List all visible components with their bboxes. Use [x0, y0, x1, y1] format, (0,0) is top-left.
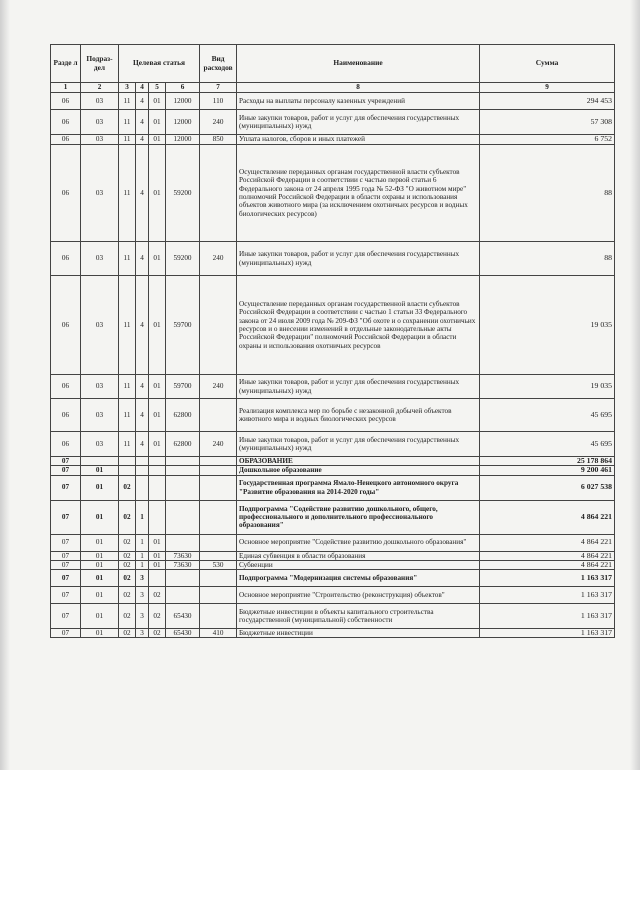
cell-naimenovanie: Основное мероприятие "Строительство (реконструкция) объектов"	[237, 587, 480, 604]
cell-podrazdel: 01	[81, 629, 119, 638]
cell-razdel: 07	[51, 466, 81, 475]
header-naimenovanie: Наименование	[237, 45, 480, 83]
cell-program: 11	[119, 135, 136, 145]
scan-shadow-right	[630, 0, 640, 770]
cell-vid-rashodov	[200, 570, 237, 587]
cell-program	[119, 457, 136, 466]
cell-vid-rashodov	[200, 466, 237, 475]
cell-event: 01	[149, 110, 166, 135]
cell-razdel: 06	[51, 432, 81, 457]
cell-program: 02	[119, 534, 136, 551]
cell-podrazdel: 03	[81, 375, 119, 399]
cell-direction: 12000	[166, 93, 200, 110]
cell-program: 11	[119, 276, 136, 375]
cell-naimenovanie: Уплата налогов, сборов и иных платежей	[237, 135, 480, 145]
cell-vid-rashodov	[200, 534, 237, 551]
table-row	[51, 135, 615, 145]
cell-summa: 9 200 461	[480, 466, 615, 475]
cell-summa: 45 695	[480, 432, 615, 457]
cell-subprogram: 4	[136, 242, 149, 276]
cell-event	[149, 457, 166, 466]
cell-event: 01	[149, 135, 166, 145]
cell-podrazdel: 03	[81, 110, 119, 135]
header-summa: Сумма	[480, 45, 615, 83]
cell-summa: 4 864 221	[480, 500, 615, 534]
table-row	[51, 570, 615, 587]
cell-vid-rashodov	[200, 276, 237, 375]
cell-razdel: 07	[51, 587, 81, 604]
cell-event: 01	[149, 399, 166, 432]
cell-program: 02	[119, 629, 136, 638]
cell-event: 02	[149, 587, 166, 604]
cell-vid-rashodov	[200, 604, 237, 629]
budget-table	[50, 44, 615, 638]
cell-razdel: 07	[51, 604, 81, 629]
cell-direction: 59200	[166, 242, 200, 276]
cell-event: 01	[149, 375, 166, 399]
cell-summa: 19 035	[480, 276, 615, 375]
cell-vid-rashodov	[200, 457, 237, 466]
cell-naimenovanie: Иные закупки товаров, работ и услуг для обеспечения государственных (муниципальных) нужд	[237, 110, 480, 135]
cell-summa: 1 163 317	[480, 604, 615, 629]
cell-subprogram: 3	[136, 629, 149, 638]
column-index: 1	[51, 83, 81, 93]
cell-summa: 1 163 317	[480, 570, 615, 587]
scan-shadow-left	[0, 0, 10, 770]
cell-razdel: 06	[51, 135, 81, 145]
cell-podrazdel: 01	[81, 560, 119, 569]
table-row	[51, 375, 615, 399]
cell-program: 02	[119, 587, 136, 604]
table-row	[51, 587, 615, 604]
cell-event: 01	[149, 551, 166, 560]
cell-direction: 65430	[166, 604, 200, 629]
cell-podrazdel: 01	[81, 500, 119, 534]
column-index: 7	[200, 83, 237, 93]
cell-summa: 1 163 317	[480, 587, 615, 604]
cell-podrazdel: 01	[81, 587, 119, 604]
cell-program	[119, 466, 136, 475]
cell-vid-rashodov: 240	[200, 432, 237, 457]
cell-subprogram: 3	[136, 587, 149, 604]
cell-direction: 62800	[166, 432, 200, 457]
cell-vid-rashodov	[200, 551, 237, 560]
cell-summa: 6 027 538	[480, 475, 615, 500]
cell-podrazdel: 03	[81, 399, 119, 432]
cell-direction: 59700	[166, 375, 200, 399]
cell-podrazdel: 03	[81, 145, 119, 242]
cell-naimenovanie: Реализация комплекса мер по борьбе с незаконной добычей объектов животного мира и водных биологических ресурсов	[237, 399, 480, 432]
cell-razdel: 06	[51, 93, 81, 110]
cell-subprogram: 4	[136, 110, 149, 135]
cell-summa: 6 752	[480, 135, 615, 145]
table-row	[51, 500, 615, 534]
cell-program: 11	[119, 375, 136, 399]
cell-event: 01	[149, 242, 166, 276]
header-celevaya-statya: Целевая статья	[119, 45, 200, 83]
cell-direction	[166, 500, 200, 534]
cell-podrazdel: 03	[81, 276, 119, 375]
cell-event	[149, 500, 166, 534]
cell-summa: 1 163 317	[480, 629, 615, 638]
cell-podrazdel: 01	[81, 466, 119, 475]
cell-naimenovanie: Основное мероприятие "Содействие развитию дошкольного образования"	[237, 534, 480, 551]
column-index: 4	[136, 83, 149, 93]
table-row	[51, 242, 615, 276]
cell-naimenovanie: Подпрограмма "Содействие развитию дошкольного, общего, профессионального и дополнительного профессионального образования"	[237, 500, 480, 534]
cell-direction: 62800	[166, 399, 200, 432]
cell-vid-rashodov	[200, 145, 237, 242]
table-row	[51, 466, 615, 475]
cell-razdel: 07	[51, 570, 81, 587]
cell-program: 02	[119, 475, 136, 500]
cell-podrazdel: 03	[81, 432, 119, 457]
cell-event: 02	[149, 604, 166, 629]
cell-subprogram	[136, 475, 149, 500]
cell-vid-rashodov: 110	[200, 93, 237, 110]
cell-direction	[166, 475, 200, 500]
cell-program: 11	[119, 93, 136, 110]
cell-vid-rashodov	[200, 475, 237, 500]
cell-direction	[166, 587, 200, 604]
cell-naimenovanie: Бюджетные инвестиции	[237, 629, 480, 638]
cell-program: 02	[119, 604, 136, 629]
cell-direction: 12000	[166, 135, 200, 145]
cell-vid-rashodov: 850	[200, 135, 237, 145]
cell-naimenovanie: Подпрограмма "Модернизация системы образования"	[237, 570, 480, 587]
cell-summa: 57 308	[480, 110, 615, 135]
table-row	[51, 629, 615, 638]
cell-subprogram: 4	[136, 276, 149, 375]
cell-vid-rashodov: 410	[200, 629, 237, 638]
cell-razdel: 07	[51, 551, 81, 560]
cell-vid-rashodov: 240	[200, 242, 237, 276]
table-row	[51, 604, 615, 629]
cell-subprogram: 4	[136, 432, 149, 457]
cell-event: 01	[149, 534, 166, 551]
column-index-row	[51, 83, 615, 93]
cell-subprogram: 1	[136, 500, 149, 534]
cell-vid-rashodov: 530	[200, 560, 237, 569]
cell-razdel: 06	[51, 399, 81, 432]
column-index: 2	[81, 83, 119, 93]
cell-subprogram: 4	[136, 145, 149, 242]
cell-event: 01	[149, 145, 166, 242]
cell-naimenovanie: Расходы на выплаты персоналу казенных учреждений	[237, 93, 480, 110]
table-row	[51, 145, 615, 242]
table-row	[51, 457, 615, 466]
table-row	[51, 399, 615, 432]
cell-subprogram: 4	[136, 399, 149, 432]
cell-summa: 45 695	[480, 399, 615, 432]
header-vid-rashodov: Вид расходов	[200, 45, 237, 83]
cell-naimenovanie: Дошкольное образование	[237, 466, 480, 475]
cell-podrazdel: 01	[81, 534, 119, 551]
cell-event	[149, 475, 166, 500]
cell-razdel: 06	[51, 375, 81, 399]
cell-program: 02	[119, 551, 136, 560]
column-index: 5	[149, 83, 166, 93]
cell-subprogram: 4	[136, 375, 149, 399]
cell-podrazdel: 03	[81, 93, 119, 110]
cell-vid-rashodov: 240	[200, 375, 237, 399]
column-index: 8	[237, 83, 480, 93]
cell-razdel: 07	[51, 500, 81, 534]
cell-program: 11	[119, 110, 136, 135]
table-row	[51, 93, 615, 110]
cell-program: 11	[119, 432, 136, 457]
cell-direction: 59200	[166, 145, 200, 242]
cell-naimenovanie: Осуществление переданных органам государственной власти субъектов Российской Федерации в соответствии с частью 1 статьи 33 Федерального закона от 24 июля 2009 года № 209-ФЗ "Об охоте и о сохранении охотничьих ресурсов и о внесении изменений в отдельные законодательные акты Российской Федерации" полномочий Российской Федерации в области охраны и использования охотничьих ресурсов	[237, 276, 480, 375]
header-razdel: Разде л	[51, 45, 81, 83]
cell-vid-rashodov	[200, 587, 237, 604]
cell-direction: 12000	[166, 110, 200, 135]
cell-naimenovanie: Иные закупки товаров, работ и услуг для обеспечения государственных (муниципальных) нужд	[237, 432, 480, 457]
cell-summa: 4 864 221	[480, 534, 615, 551]
cell-podrazdel	[81, 457, 119, 466]
table-row	[51, 475, 615, 500]
cell-direction: 73630	[166, 560, 200, 569]
cell-razdel: 07	[51, 475, 81, 500]
column-index: 9	[480, 83, 615, 93]
cell-program: 11	[119, 145, 136, 242]
cell-program: 11	[119, 242, 136, 276]
cell-subprogram: 3	[136, 604, 149, 629]
cell-vid-rashodov	[200, 500, 237, 534]
cell-subprogram	[136, 466, 149, 475]
cell-summa: 294 453	[480, 93, 615, 110]
cell-podrazdel: 03	[81, 242, 119, 276]
cell-summa: 4 864 221	[480, 551, 615, 560]
table-row	[51, 276, 615, 375]
cell-naimenovanie: Единая субвенция в области образования	[237, 551, 480, 560]
cell-naimenovanie: Осуществление переданных органам государственной власти субъектов Российской Федерации в соответствии с частью первой статьи 6 Федерального закона от 24 апреля 1995 года № 52-ФЗ "О животном мире" полномочий Российской Федерации в области охраны и использования объектов животного мира (за исключением охотничьих ресурсов и водных биологических ресурсов)	[237, 145, 480, 242]
cell-event: 01	[149, 276, 166, 375]
cell-razdel: 06	[51, 276, 81, 375]
cell-razdel: 06	[51, 242, 81, 276]
cell-subprogram	[136, 457, 149, 466]
cell-program: 02	[119, 500, 136, 534]
cell-razdel: 07	[51, 534, 81, 551]
table-row	[51, 551, 615, 560]
cell-podrazdel: 01	[81, 570, 119, 587]
cell-subprogram: 4	[136, 93, 149, 110]
table-body	[51, 93, 615, 638]
cell-program: 02	[119, 570, 136, 587]
cell-direction	[166, 534, 200, 551]
cell-subprogram: 1	[136, 534, 149, 551]
cell-summa: 88	[480, 242, 615, 276]
cell-razdel: 06	[51, 145, 81, 242]
cell-naimenovanie: ОБРАЗОВАНИЕ	[237, 457, 480, 466]
cell-event: 01	[149, 432, 166, 457]
cell-razdel: 06	[51, 110, 81, 135]
cell-event: 02	[149, 629, 166, 638]
table-row	[51, 534, 615, 551]
cell-event: 01	[149, 560, 166, 569]
cell-program: 02	[119, 560, 136, 569]
cell-direction	[166, 457, 200, 466]
column-index: 6	[166, 83, 200, 93]
cell-naimenovanie: Субвенции	[237, 560, 480, 569]
cell-subprogram: 3	[136, 570, 149, 587]
cell-direction: 59700	[166, 276, 200, 375]
cell-event	[149, 466, 166, 475]
table-row	[51, 560, 615, 569]
cell-naimenovanie: Иные закупки товаров, работ и услуг для обеспечения государственных (муниципальных) нужд	[237, 375, 480, 399]
table-row	[51, 432, 615, 457]
cell-summa: 19 035	[480, 375, 615, 399]
cell-podrazdel: 03	[81, 135, 119, 145]
cell-direction	[166, 466, 200, 475]
cell-razdel: 07	[51, 457, 81, 466]
cell-subprogram: 4	[136, 135, 149, 145]
cell-podrazdel: 01	[81, 475, 119, 500]
cell-direction: 73630	[166, 551, 200, 560]
cell-event: 01	[149, 93, 166, 110]
cell-event	[149, 570, 166, 587]
cell-direction	[166, 570, 200, 587]
cell-summa: 88	[480, 145, 615, 242]
cell-naimenovanie: Государственная программа Ямало-Ненецкого автономного округа "Развитие образования на 2014-2020 годы"	[237, 475, 480, 500]
cell-naimenovanie: Иные закупки товаров, работ и услуг для обеспечения государственных (муниципальных) нужд	[237, 242, 480, 276]
cell-subprogram: 1	[136, 560, 149, 569]
cell-summa: 4 864 221	[480, 560, 615, 569]
header-row	[51, 45, 615, 83]
column-index: 3	[119, 83, 136, 93]
cell-razdel: 07	[51, 560, 81, 569]
cell-podrazdel: 01	[81, 551, 119, 560]
cell-naimenovanie: Бюджетные инвестиции в объекты капитального строительства государственной (муниципальной) собственности	[237, 604, 480, 629]
cell-podrazdel: 01	[81, 604, 119, 629]
table-row	[51, 110, 615, 135]
cell-program: 11	[119, 399, 136, 432]
cell-vid-rashodov	[200, 399, 237, 432]
cell-vid-rashodov: 240	[200, 110, 237, 135]
cell-subprogram: 1	[136, 551, 149, 560]
cell-summa: 25 178 864	[480, 457, 615, 466]
header-podrazdel: Подраз- дел	[81, 45, 119, 83]
cell-direction: 65430	[166, 629, 200, 638]
cell-razdel: 07	[51, 629, 81, 638]
